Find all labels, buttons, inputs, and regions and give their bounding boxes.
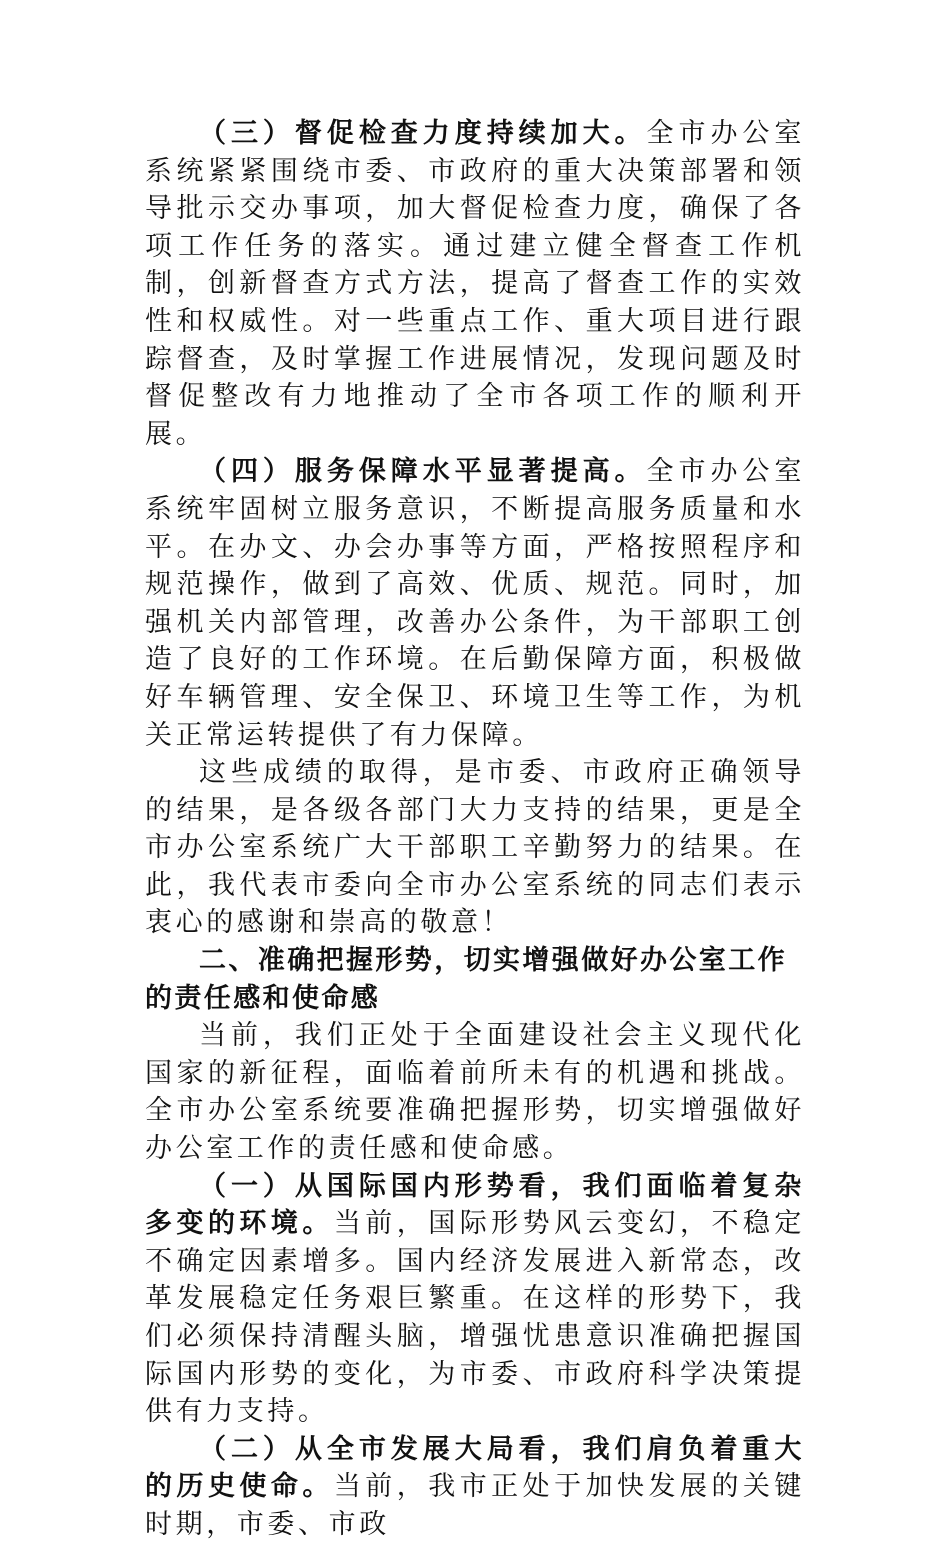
paragraph-supervision [145, 115, 805, 453]
paragraph-city [145, 1431, 805, 1544]
paragraph-lead: （二）从全市发展大局看，我们肩负着重大的历史使命。 [145, 1433, 805, 1503]
paragraph-text: 当前，我们正处于全面建设社会主义现代化国家的新征程，面临着前所未有的机遇和挑战。全市办公室系统要准确把握形势，切实增强做好办公室工作的责任感和使命感。 [145, 1020, 805, 1165]
paragraph-thanks [145, 754, 805, 942]
paragraph-text: 全市办公室系统牢固树立服务意识，不断提高服务质量和水平。在办文、办会办事等方面，严格按照程序和规范操作，做到了高效、优质、规范。同时，加强机关内部管理，改善办公条件，为干部职工创造了良好的工作环境。在后勤保障方面，积极做好车辆管理、安全保卫、环境卫生等工作，为机关正常运转提供了有力保障。 [145, 456, 805, 751]
paragraph-lead: （一）从国际国内形势看，我们面临着复杂多变的环境。 [145, 1170, 805, 1240]
paragraph-text: 当前，我市正处于加快发展的关键时期，市委、市政 [145, 1471, 806, 1540]
paragraph-text: 全市办公室系统紧紧围绕市委、市政府的重大决策部署和领导批示交办事项，加大督促检查力度，确保了各项工作任务的落实。通过建立健全督查工作机制，创新督查方式方法，提高了督查工作的实效性和权威性。对一些重点工作、重大项目进行跟踪督查，及时掌握工作进展情况，发现问题及时督促整改有力地推动了全市各项工作的顺利开展。 [145, 118, 805, 450]
document-body [145, 115, 805, 1544]
paragraph-intro [145, 1017, 805, 1167]
paragraph-text: 当前，国际形势风云变幻，不稳定不确定因素增多。国内经济发展进入新常态，改革发展稳定任务艰巨繁重。在这样的形势下，我们必须保持清醒头脑，增强忧患意识准确把握国际国内形势的变化，为市委、市政府科学决策提供有力支持。 [145, 1208, 806, 1428]
paragraph-service [145, 453, 805, 754]
paragraph-lead: （三）督促检查力度持续加大。 [199, 118, 647, 149]
paragraph-lead: （四）服务保障水平显著提高。 [199, 456, 647, 488]
section-heading: 二、准确把握形势，切实增强做好办公室工作的责任感和使命感 [145, 945, 787, 1014]
paragraph-international [145, 1168, 805, 1431]
paragraph-text: 这些成绩的取得，是市委、市政府正确领导的结果，是各级各部门大力支持的结果，更是全市办公室系统广大干部职工辛勤努力的结果。在此，我代表市委向全市办公室系统的同志们表示衷心的感谢和崇高的敬意！ [145, 757, 805, 939]
